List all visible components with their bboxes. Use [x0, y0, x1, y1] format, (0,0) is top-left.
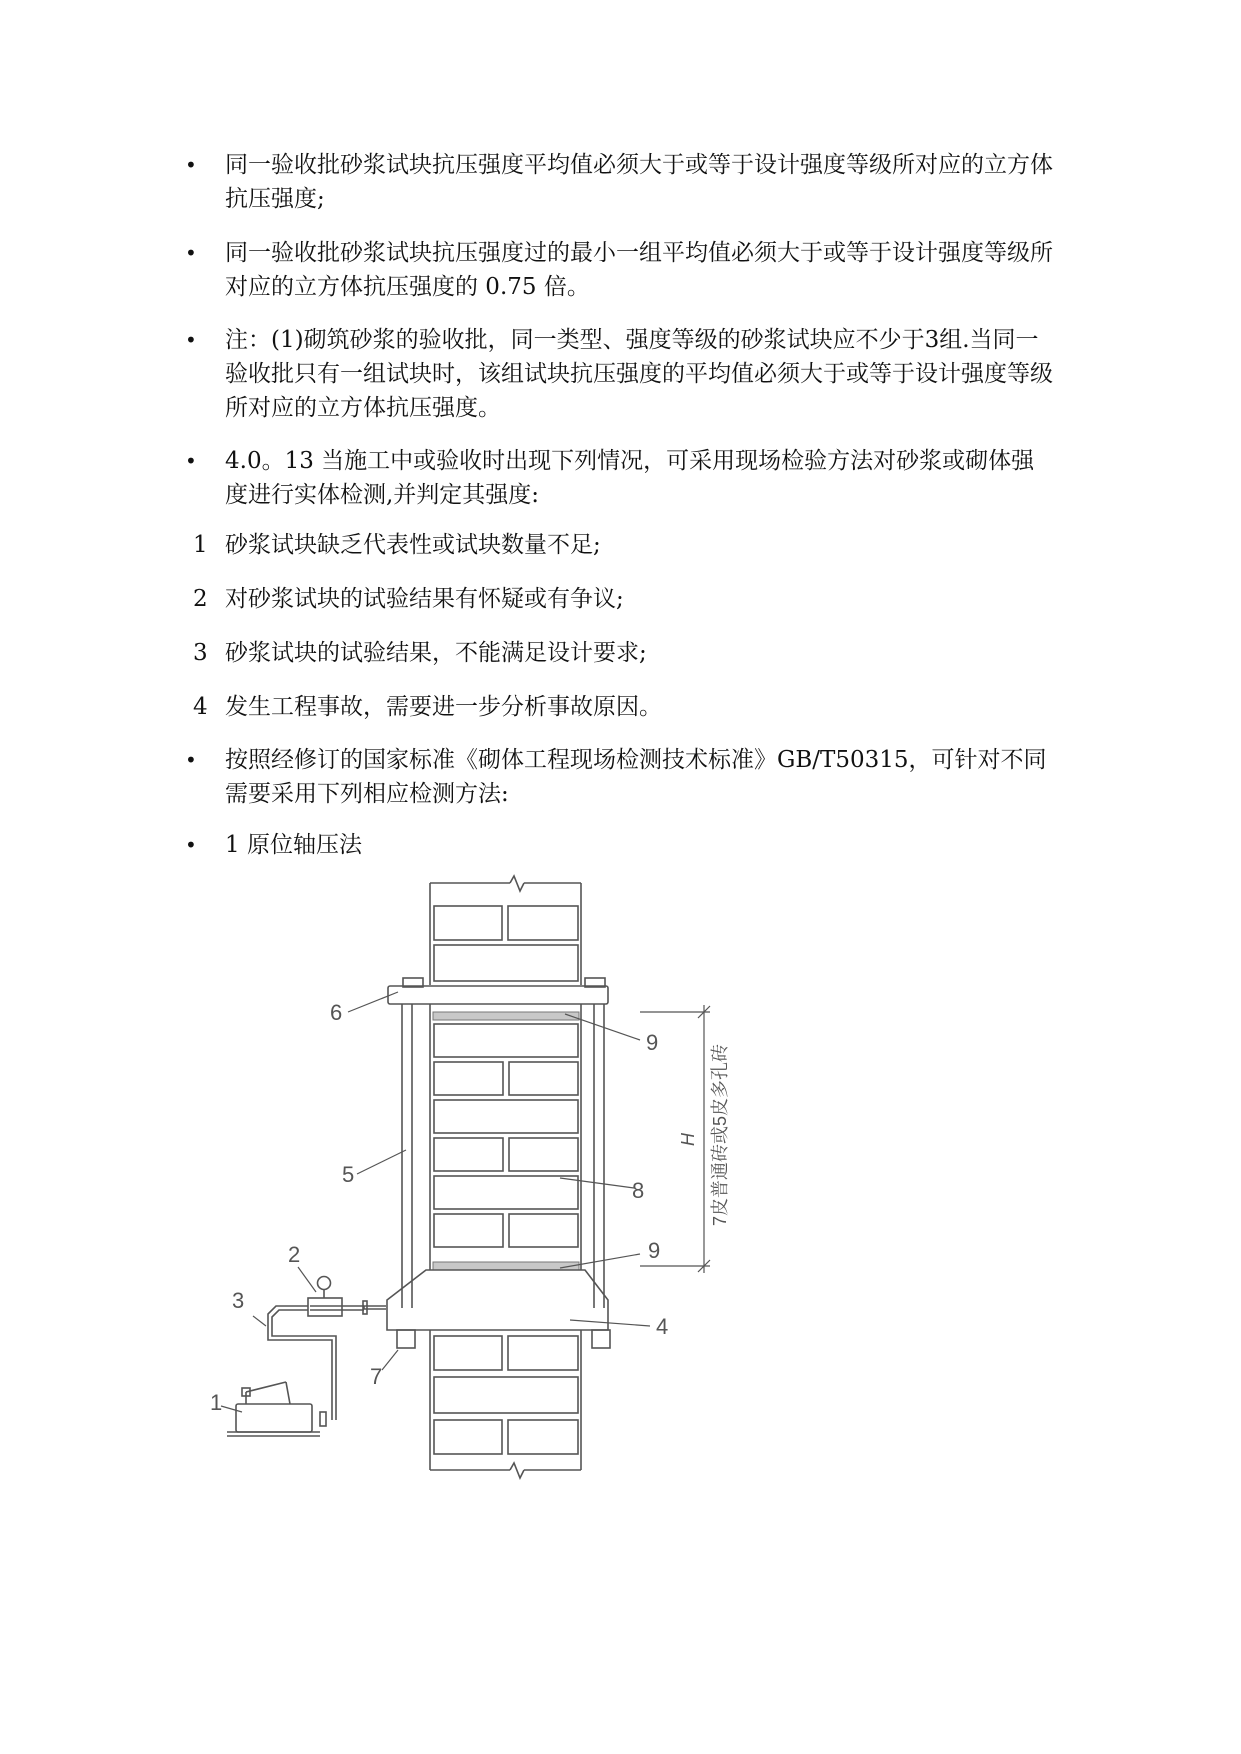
list-number: 1: [193, 532, 208, 558]
bottom-mortar-cushion: [433, 1262, 579, 1270]
list-text: 发生工程事故，需要进一步分析事故原因。: [225, 694, 662, 720]
top-masonry: [430, 876, 581, 985]
dimension-symbol: H: [678, 1133, 698, 1146]
top-mortar-cushion: [433, 1012, 579, 1020]
label-3-hose: 3: [232, 1288, 245, 1313]
label-2-gauge: 2: [288, 1242, 301, 1267]
test-masonry-body: [430, 1004, 581, 1270]
label-5-tie-rod: 5: [342, 1162, 355, 1187]
paragraph-5: • 按照经修订的国家标准《砌体工程现场检测技术标准》GB/T50315，可针对不同需要采用下列相应检测方法:: [225, 743, 1055, 811]
paragraph-3: • 注：(1)砌筑砂浆的验收批，同一类型、强度等级的砂浆试块应不少于3组.当同一验收批只有一组试块时，该组试块抗压强度的平均值必须大于或等于设计强度等级所对应的立方体抗压强度。: [225, 323, 1055, 425]
list-number: 3: [193, 640, 208, 666]
paragraph-2: • 同一验收批砂浆试块抗压强度过的最小一组平均值必须大于或等于设计强度等级所对应的立方体抗压强度的 0.75 倍。: [225, 236, 1055, 304]
list-number: 2: [193, 586, 208, 612]
dimension-note: 7皮普通砖或5皮多孔砖: [710, 1043, 730, 1226]
hydraulic-system: [227, 1277, 386, 1437]
paragraph-6: • 1 原位轴压法: [225, 828, 1055, 862]
list-text: 砂浆试块的试验结果，不能满足设计要求;: [225, 640, 647, 666]
label-9-top-cushion: 9: [646, 1030, 659, 1055]
label-9-bottom-cushion: 9: [648, 1238, 661, 1263]
label-8-specimen: 8: [632, 1178, 645, 1203]
label-6-top-plate: 6: [330, 1000, 343, 1025]
list-text: 对砂浆试块的试验结果有怀疑或有争议;: [225, 586, 624, 612]
list-number: 4: [193, 694, 208, 720]
bottom-masonry: [430, 1330, 581, 1478]
label-4-jack: 4: [656, 1314, 669, 1339]
leader-lines: [221, 992, 650, 1412]
label-1-pump: 1: [210, 1390, 223, 1415]
top-loading-plate: [388, 978, 608, 1004]
paragraph-1: • 同一验收批砂浆试块抗压强度平均值必须大于或等于设计强度等级所对应的立方体抗压强度;: [225, 148, 1055, 216]
paragraph-4: • 4.0。13 当施工中或验收时出现下列情况，可采用现场检验方法对砂浆或砌体强度进行实体检测,并判定其强度:: [225, 444, 1055, 512]
label-7-nut: 7: [370, 1364, 383, 1389]
list-text: 砂浆试块缺乏代表性或试块数量不足;: [225, 532, 601, 558]
